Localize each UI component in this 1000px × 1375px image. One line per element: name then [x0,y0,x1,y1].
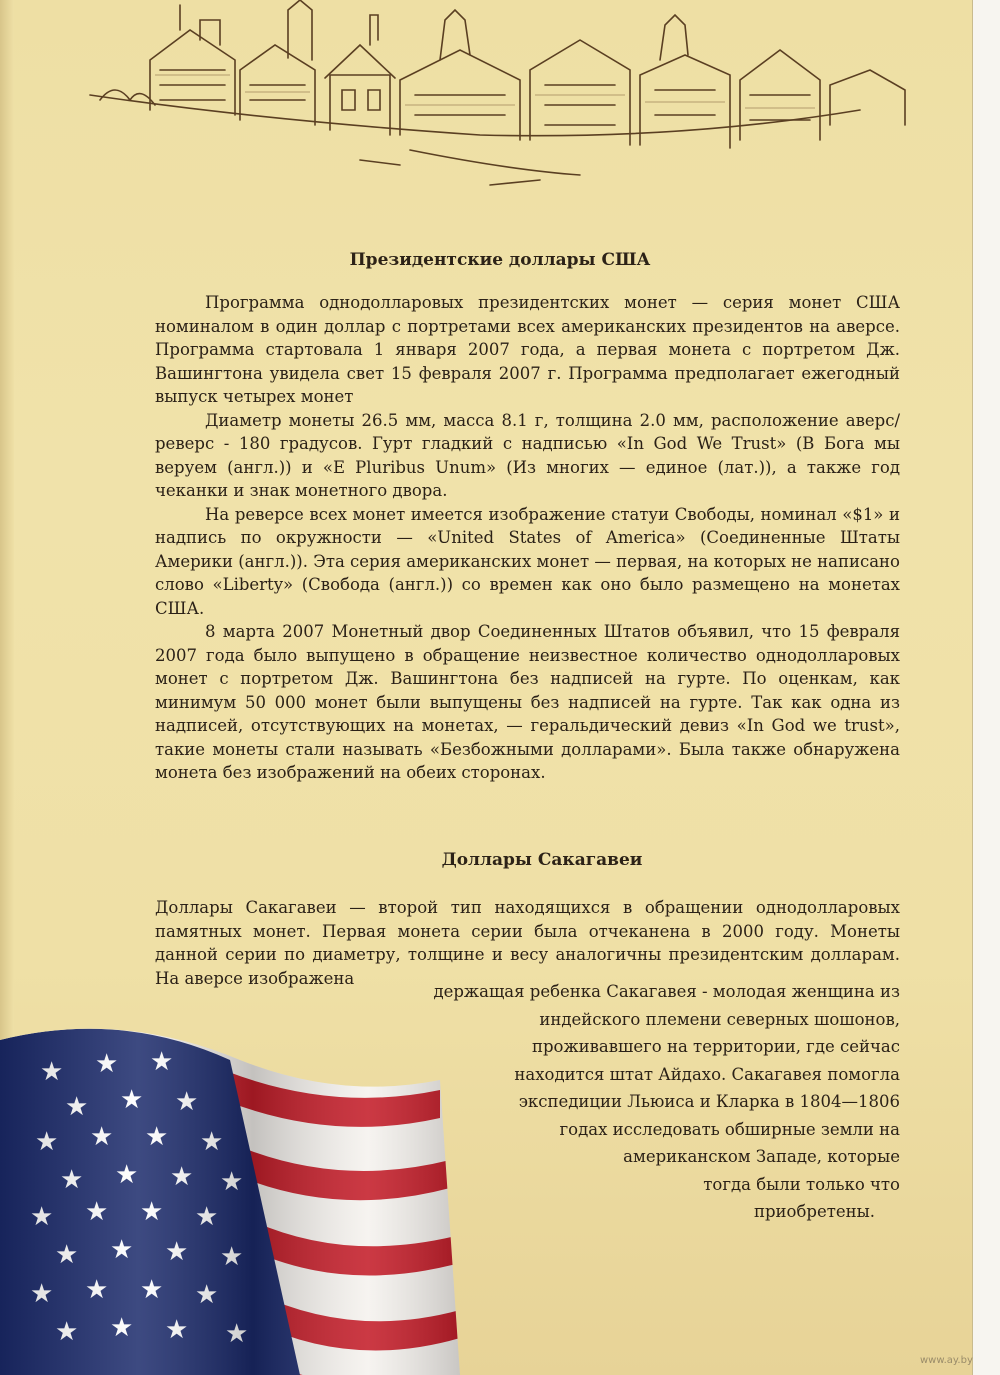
section-title-sacagawea-dollars: Доллары Сакагавеи [441,850,643,870]
text-line: приобретены. [753,1202,875,1221]
text-line: экспедиции Льюиса и Кларка в 1804—1806 [518,1092,900,1111]
section-title-presidential-dollars: Президентские доллары США [349,250,651,270]
paragraph: На реверсе всех монет имеется изображение статуи Свободы, номинал «$1» и надпись по окружности — «United States of America» (Соединенные Штаты Америки (англ.)). Эта серия американских монет — первая, на которых не написано слово «Liberty» (Свобода (англ.)) со времен как оно было размещено на монетах США. [155,504,900,618]
paragraph: 8 марта 2007 Монетный двор Соединенных Штатов объявил, что 15 февраля 2007 года было выпущено в обращение неизвестное количество однодолларовых монет с портретом Дж. Вашингтона без надписей на гурте. По оценкам, как минимум 50 000 монет были выпущены без надписей на гурте. Так как одна из надписей, отсутствующих на монетах, — геральдический девиз «In God we trust», такие монеты стали называть «Безбожными долларами». Была также обнаружена монета без изображений на обеих сторонах. [155,622,900,782]
presidential-dollars-text [155,291,900,785]
scan-margin [972,0,1000,1375]
text-line: тогда были только что [703,1174,900,1194]
text-line: годах исследовать обширные земли на [559,1119,900,1139]
town-sketch-illustration [60,0,960,200]
paragraph: Диаметр монеты 26.5 мм, масса 8.1 г, толщина 2.0 мм, расположение аверс/реверс - 180 градусов. Гурт гладкий с надписью «In God We Trust» (В Бога мы веруем (англ.)) и «E Pluribus Unum» (Из многих — единое (лат.)), а также год чеканки и знак монетного двора. [155,410,900,500]
sacagawea-wrapped-text [433,978,900,1226]
text-line: находится штат Айдахо. Сакагавея помогла [514,1064,900,1084]
text-line: держащая ребенка Сакагавея - молодая женщина из [433,982,900,1001]
sacagawea-intro-text [155,896,900,990]
us-flag-illustration [0,1020,460,1375]
text-line: индейского племени северных шошонов, [539,1009,900,1029]
text-line: американском Западе, которые [623,1147,900,1166]
paragraph: Программа однодолларовых президентских монет — серия монет США номиналом в один доллар с портретами всех американских президентов на аверсе. Программа стартовала 1 января 2007 года, а первая монета с портретом Дж. Вашингтона увидела свет 15 февраля 2007 г. Программа предполагает ежегодный выпуск четырех монет [155,293,900,406]
text-line: проживавшего на территории, где сейчас [531,1037,900,1056]
paragraph: Доллары Сакагавеи — второй тип находящихся в обращении однодолларовых памятных монет. Первая монета серии была отчеканена в 2000 году. Монеты данной серии по диаметру, толщине и весу аналогичны президентским долларам. На аверсе изображена [155,898,900,988]
watermark: www.ay.by [920,1355,973,1366]
